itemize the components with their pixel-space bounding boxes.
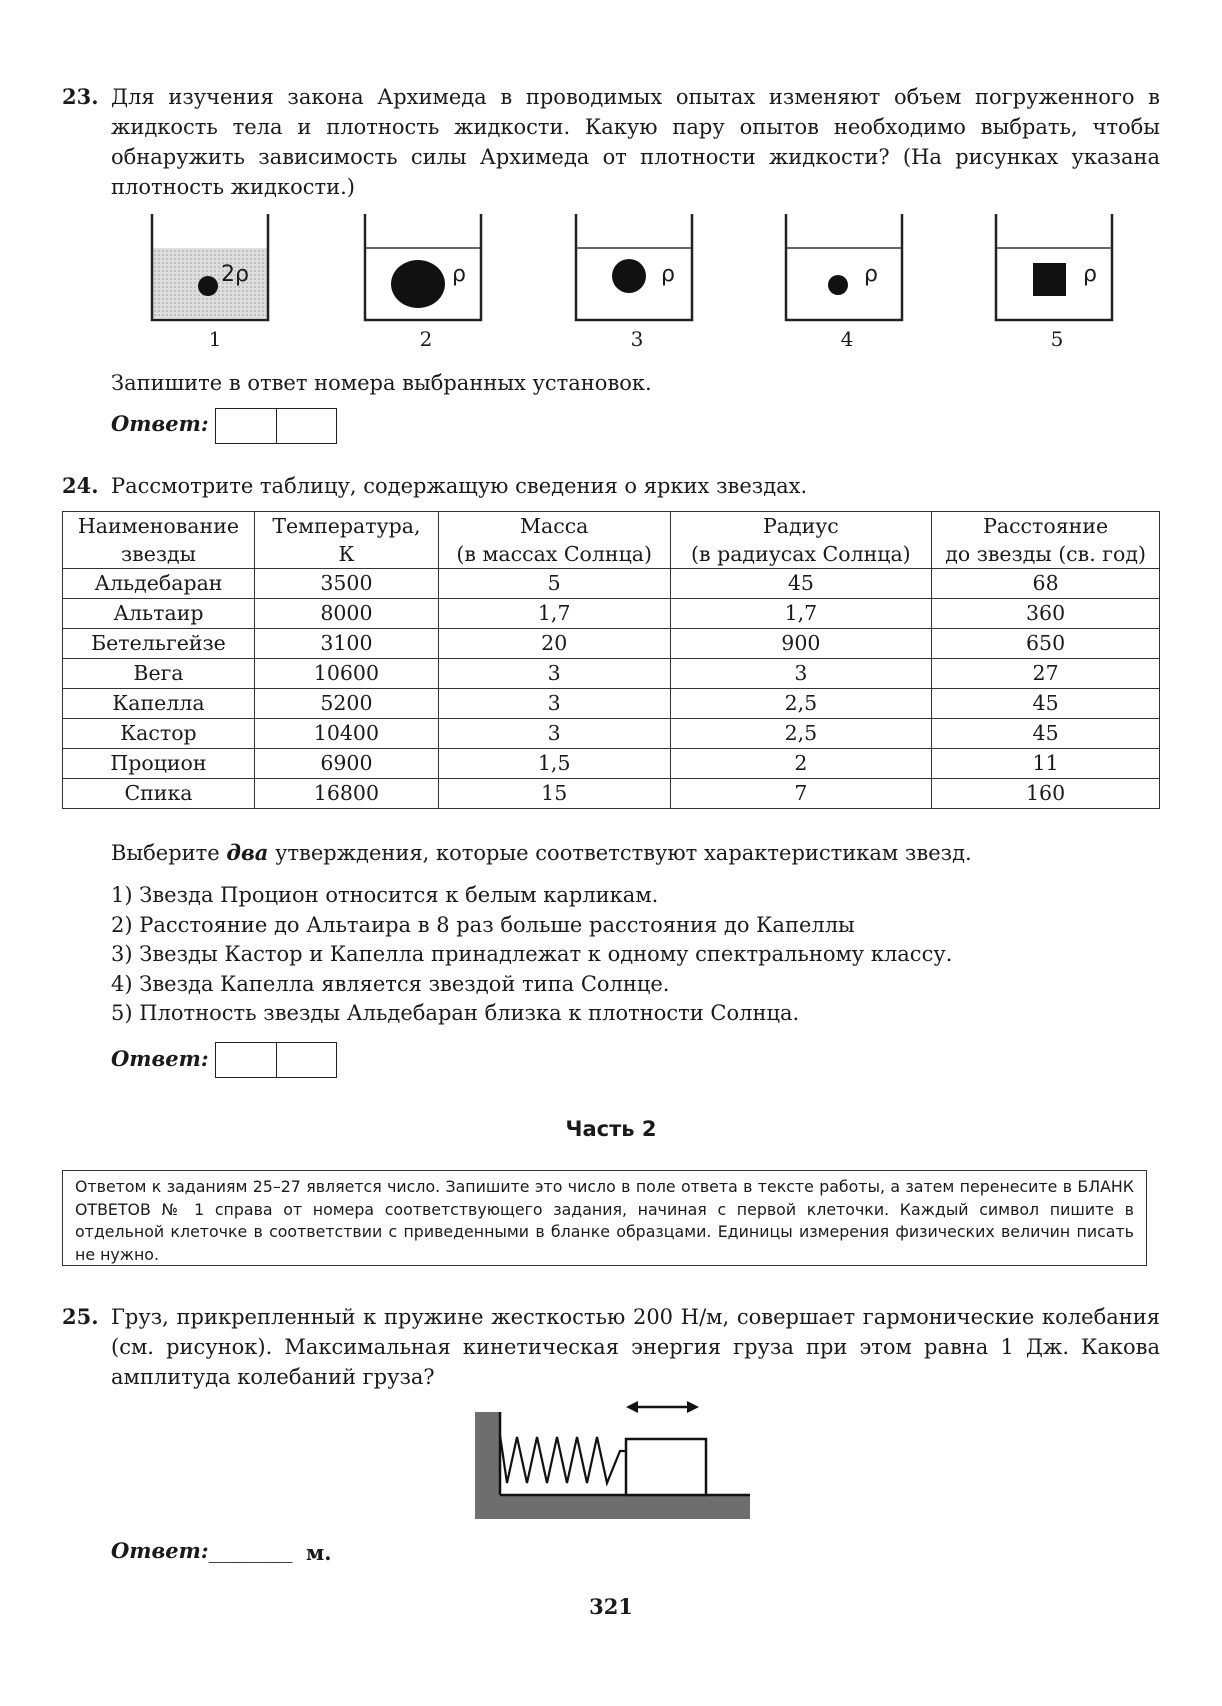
cell-temperature: 6900 (254, 749, 438, 779)
q23-answer-box[interactable] (215, 408, 337, 444)
vessel-5-label: 5 (1050, 327, 1064, 351)
cell-radius: 900 (670, 629, 932, 659)
header-temperature: Температура, К (254, 512, 438, 569)
cell-temperature: 10400 (254, 719, 438, 749)
q24-number: 24. (62, 473, 99, 498)
cell-distance: 160 (932, 779, 1160, 809)
cell-name: Альтаир (63, 599, 255, 629)
vessel-1 (152, 214, 268, 320)
cell-radius: 2,5 (670, 719, 932, 749)
option-5: 5) Плотность звезды Альдебаран близка к плотности Солнца. (111, 1001, 800, 1025)
q25-text: Груз, прикрепленный к пружине жесткостью 200 Н/м, совершает гармонические колебания (см. рисунок). Максимальная кинетическая энергия груза при этом равна 1 Дж. Какова амплитуда колебаний груза? (111, 1305, 1160, 1389)
cell-mass: 1,5 (438, 749, 670, 779)
cell-name: Альдебаран (63, 569, 255, 599)
table-row (63, 749, 1160, 779)
q25-answer-input[interactable]: ________ (208, 1539, 293, 1563)
cell-name: Вега (63, 659, 255, 689)
header-radius: Радиус (в радиусах Солнца) (670, 512, 932, 569)
cell-radius: 2 (670, 749, 932, 779)
cell-radius: 45 (670, 569, 932, 599)
cell-name: Капелла (63, 689, 255, 719)
cell-mass: 20 (438, 629, 670, 659)
option-4: 4) Звезда Капелла является звездой типа Солнце. (111, 971, 670, 996)
cell-temperature: 16800 (254, 779, 438, 809)
cell-distance: 11 (932, 749, 1160, 779)
q23-answer-label: Ответ: (111, 411, 209, 436)
cell-temperature: 3100 (254, 629, 438, 659)
part2-title: Часть 2 (565, 1117, 657, 1141)
spring (500, 1435, 626, 1483)
q24-prompt-end: утверждения, которые соответствуют характеристикам звезд. (268, 841, 972, 865)
q24-prompt-start: Выберите (111, 841, 227, 865)
q23-vessels-figure (150, 210, 1140, 325)
q25-unit: м. (306, 1540, 332, 1565)
q23-answer-cell-divider (276, 409, 277, 443)
table-row (63, 569, 1160, 599)
stars-table (62, 511, 1160, 809)
vessel-4-density: ρ (864, 262, 878, 287)
cell-temperature: 8000 (254, 599, 438, 629)
cell-mass: 3 (438, 689, 670, 719)
option-3: 3) Звезды Кастор и Капелла принадлежат к одному спектральному классу. (111, 942, 953, 966)
vessel-5-density: ρ (1083, 262, 1097, 287)
header-mass: Масса (в массах Солнца) (438, 512, 670, 569)
cell-name: Спика (63, 779, 255, 809)
table-row (63, 599, 1160, 629)
q23-text: Для изучения закона Архимеда в проводимых опытах изменяют объем погруженного в жидкость тела и плотность жидкости. Какую пару опытов необходимо выбрать, чтобы обнаружить зависимость силы Архимеда от плотности жидкости? (На рисунках указана плотность жидкости.) (111, 85, 1160, 199)
cell-temperature: 3500 (254, 569, 438, 599)
cell-distance: 45 (932, 719, 1160, 749)
cell-radius: 1,7 (670, 599, 932, 629)
table-header-row (63, 512, 1160, 569)
vessel-3-density: ρ (661, 262, 675, 287)
cell-mass: 5 (438, 569, 670, 599)
option-1: 1) Звезда Процион относится к белым карликам. (111, 883, 659, 907)
q24-intro: Рассмотрите таблицу, содержащую сведения о ярких звездах. (111, 474, 808, 498)
vessel-2-label: 2 (419, 327, 433, 351)
q25-answer-label (111, 1538, 293, 1563)
cell-mass: 3 (438, 719, 670, 749)
header-name: Наименование звезды (63, 512, 255, 569)
vessel-3-label: 3 (630, 327, 644, 351)
q24-prompt (111, 838, 1151, 868)
cell-mass: 3 (438, 659, 670, 689)
page-number: 321 (589, 1594, 633, 1619)
vessel-4 (786, 214, 902, 320)
q24-answer-label: Ответ: (111, 1046, 209, 1071)
cell-name: Процион (63, 749, 255, 779)
q23-instruction: Запишите в ответ номера выбранных установок. (111, 371, 652, 395)
cell-distance: 27 (932, 659, 1160, 689)
table-row (63, 629, 1160, 659)
q25-number: 25. (62, 1304, 99, 1329)
table-row (63, 779, 1160, 809)
cell-distance: 68 (932, 569, 1160, 599)
table-row (63, 659, 1160, 689)
cell-mass: 15 (438, 779, 670, 809)
q24-answer-cell-divider (276, 1043, 277, 1077)
cell-radius: 7 (670, 779, 932, 809)
cell-distance: 360 (932, 599, 1160, 629)
load-block (626, 1439, 706, 1495)
cell-mass: 1,7 (438, 599, 670, 629)
table-row (63, 689, 1160, 719)
vessel-1-label: 1 (208, 327, 222, 351)
vessel-2-density: ρ (452, 262, 466, 287)
cell-temperature: 10600 (254, 659, 438, 689)
q24-answer-box[interactable] (215, 1042, 337, 1078)
cell-distance: 650 (932, 629, 1160, 659)
part2-info-box: Ответом к заданиям 25–27 является число. Запишите это число в поле ответа в тексте работы, а затем перенесите в БЛАНК ОТВЕТОВ № 1 справа от номера соответствующего задания, начиная с первой клеточки. Каждый символ пишите в отдельной клеточке в соответствии с приведенными в бланке образцами. Единицы измерения физических величин писать не нужно. (62, 1170, 1147, 1266)
cell-distance: 45 (932, 689, 1160, 719)
q23-number: 23. (62, 84, 99, 109)
cell-radius: 3 (670, 659, 932, 689)
cell-radius: 2,5 (670, 689, 932, 719)
wall-floor (475, 1412, 750, 1519)
vessel-1-density: 2ρ (221, 262, 249, 287)
option-2: 2) Расстояние до Альтаира в 8 раз больше расстояния до Капеллы (111, 912, 855, 937)
q24-prompt-emphasis: два (226, 840, 269, 865)
q25-answer-label-text: Ответ: (111, 1538, 209, 1563)
q24-options (111, 881, 1161, 1029)
cell-name: Кастор (63, 719, 255, 749)
q25-spring-figure (470, 1395, 760, 1525)
cell-temperature: 5200 (254, 689, 438, 719)
table-row (63, 719, 1160, 749)
cell-name: Бетельгейзе (63, 629, 255, 659)
header-distance: Расстояние до звезды (св. год) (932, 512, 1160, 569)
vessel-4-label: 4 (840, 327, 854, 351)
